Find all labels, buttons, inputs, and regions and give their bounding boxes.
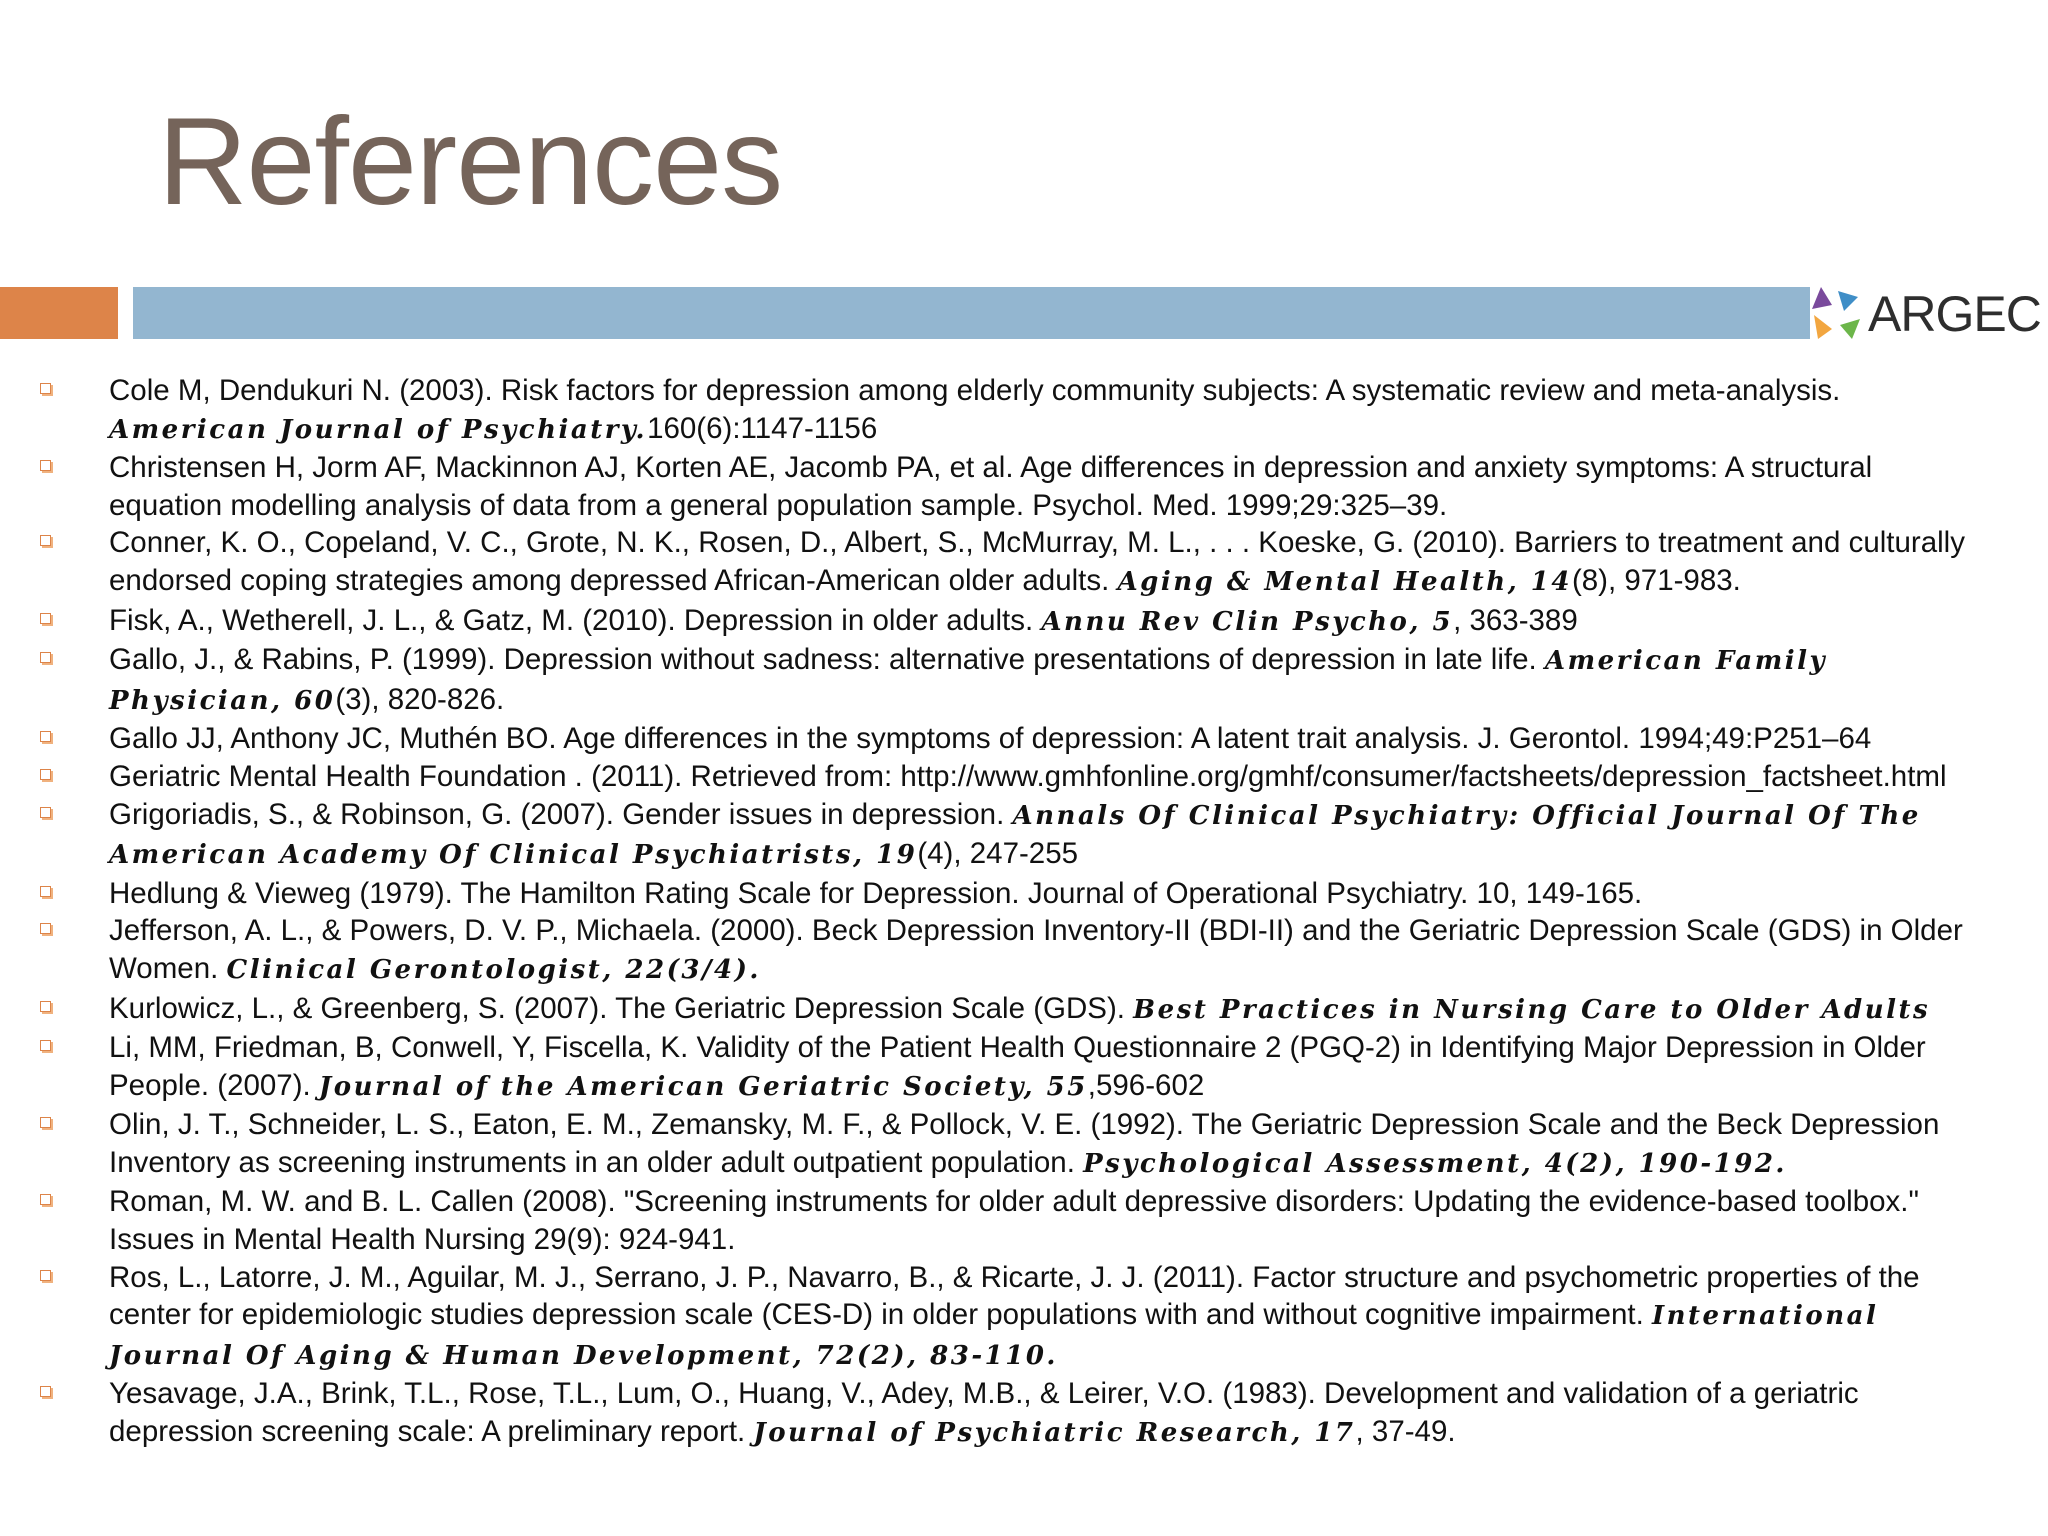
reference-text: Gallo, J., & Rabins, P. (1999). Depression without sadness: alternative presentations of depression in late life. <box>109 643 1545 677</box>
square-bullet-icon <box>40 1194 51 1205</box>
square-bullet-icon <box>40 1386 51 1397</box>
reference-item <box>0 912 1990 989</box>
reference-tail: , 363-389 <box>1453 603 1578 637</box>
reference-tail: (8), 971-983. <box>1571 563 1741 597</box>
reference-tail: (3), 820-826. <box>335 682 505 716</box>
slide-title: References <box>158 93 783 231</box>
square-bullet-icon <box>40 383 51 394</box>
square-bullet-icon <box>40 613 51 624</box>
reference-journal: Best Practices in Nursing Care to Older Adults <box>1133 994 1931 1025</box>
argec-logo <box>1808 282 2048 346</box>
reference-tail: ,596-602 <box>1087 1068 1205 1102</box>
reference-journal: Psychological Assessment, 4(2), 190-192. <box>1083 1148 1787 1179</box>
reference-text: Kurlowicz, L., & Greenberg, S. (2007). The Geriatric Depression Scale (GDS). <box>109 991 1134 1025</box>
reference-journal: Journal of Psychiatric Research, 17 <box>753 1418 1356 1449</box>
reference-text: Grigoriadis, S., & Robinson, G. (2007). Gender issues in depression. <box>109 797 1013 831</box>
reference-text: Yesavage, J.A., Brink, T.L., Rose, T.L., Lum, O., Huang, V., Adey, M.B., & Leirer, V.O. (1983). Development and validation of a geriatric depression screening scale: A preliminary report. <box>109 1377 1859 1449</box>
square-bullet-icon <box>40 460 51 471</box>
reference-item <box>0 875 1990 913</box>
reference-item <box>0 524 1990 601</box>
accent-bar-orange <box>0 287 118 339</box>
reference-journal: Journal of the American Geriatric Society, 55 <box>318 1071 1088 1102</box>
reference-item <box>0 1375 1990 1452</box>
reference-text: Li, MM, Friedman, B, Conwell, Y, Fiscella, K. Validity of the Patient Health Questionnaire 2 (PGQ-2) in Identifying Major Depression in Older People. (2007). <box>109 1031 1926 1102</box>
reference-text: Conner, K. O., Copeland, V. C., Grote, N. K., Rosen, D., Albert, S., McMurray, M. L., . . . Koeske, G. (2010). Barriers to treatment and culturally endorsed coping strategies among depressed African-American older adults. <box>109 526 1965 597</box>
reference-journal: American Family Physician, 60 <box>109 646 1828 716</box>
reference-tail: , 37-49. <box>1355 1415 1456 1449</box>
reference-text: Hedlung & Vieweg (1979). The Hamilton Rating Scale for Depression. Journal of Operational Psychiatry. 10, 149-165. <box>109 876 1643 910</box>
reference-item <box>0 1183 1990 1258</box>
reference-item <box>0 720 1990 758</box>
accent-bar-blue <box>133 287 1810 339</box>
reference-item <box>0 796 1990 875</box>
reference-text: Christensen H, Jorm AF, Mackinnon AJ, Korten AE, Jacomb PA, et al. Age differences in depression and anxiety symptoms: A structural equation modelling analysis of data from a general population sample. Psychol. Med. 1999;29:325–39. <box>109 451 1873 522</box>
reference-item <box>0 990 1990 1030</box>
square-bullet-icon <box>40 1117 51 1128</box>
reference-text: Geriatric Mental Health Foundation . (2011). Retrieved from: http://www.gmhfonline.org/gmhf/consumer/factsheets/depression_factsheet.html <box>109 759 1947 793</box>
reference-item <box>0 1029 1990 1106</box>
reference-item <box>0 1106 1990 1183</box>
square-bullet-icon <box>40 923 51 934</box>
reference-tail: 160(6):1147-1156 <box>647 411 878 445</box>
square-bullet-icon <box>40 1040 51 1051</box>
reference-journal: Aging & Mental Health, 14 <box>1117 566 1572 597</box>
reference-item <box>0 602 1990 642</box>
reference-item <box>0 641 1990 720</box>
reference-item <box>0 449 1990 524</box>
reference-text: Roman, M. W. and B. L. Callen (2008). "Screening instruments for older adult depressive disorders: Updating the evidence-based toolbox." Issues in Mental Health Nursing 29(9): 924-941. <box>109 1185 1919 1257</box>
reference-text: Gallo JJ, Anthony JC, Muthén BO. Age differences in the symptoms of depression: A latent trait analysis. J. Gerontol. 1994;49:P251–64 <box>109 722 1872 756</box>
reference-item <box>0 372 1990 449</box>
reference-text: Ros, L., Latorre, J. M., Aguilar, M. J., Serrano, J. P., Navarro, B., & Ricarte, J. J. (2011). Factor structure and psychometric properties of the center for epidemiologic studies depression scale (CES-D) in older populations with and without cognitive impairment. <box>109 1260 1920 1332</box>
square-bullet-icon <box>40 535 51 546</box>
square-bullet-icon <box>40 1001 51 1012</box>
reference-item <box>0 758 1990 796</box>
reference-journal: Annu Rev Clin Psycho, 5 <box>1041 606 1454 637</box>
reference-text: Cole M, Dendukuri N. (2003). Risk factors for depression among elderly community subjects: A systematic review and meta-analysis. <box>109 374 1841 407</box>
logo-text: ARGEC <box>1868 286 2041 342</box>
reference-journal: Annals Of Clinical Psychiatry: Official Journal Of The American Academy Of Clinical Psychiatrists, 19 <box>109 800 1921 871</box>
reference-item <box>0 1259 1990 1376</box>
square-bullet-icon <box>40 652 51 663</box>
reference-journal: International Journal Of Aging & Human Development, 72(2), 83-110. <box>109 1301 1879 1371</box>
reference-text: Jefferson, A. L., & Powers, D. V. P., Michaela. (2000). Beck Depression Inventory-II (BDI-II) and the Geriatric Depression Scale (GDS) in Older Women. <box>109 914 1963 985</box>
square-bullet-icon <box>40 731 51 742</box>
square-bullet-icon <box>40 769 51 780</box>
reference-list <box>0 372 1990 1453</box>
square-bullet-icon <box>40 1270 51 1281</box>
square-bullet-icon <box>40 807 51 818</box>
reference-text: Fisk, A., Wetherell, J. L., & Gatz, M. (2010). Depression in older adults. <box>109 603 1042 637</box>
reference-journal: American Journal of Psychiatry. <box>109 414 648 445</box>
reference-tail: (4), 247-255 <box>917 837 1079 871</box>
square-bullet-icon <box>40 886 51 897</box>
argec-star-icon <box>1808 285 1866 343</box>
reference-journal: Clinical Gerontologist, 22(3/4). <box>226 954 761 985</box>
reference-text: Olin, J. T., Schneider, L. S., Eaton, E. M., Zemansky, M. F., & Pollock, V. E. (1992). The Geriatric Depression Scale and the Beck Depression Inventory as screening instruments in an older adult outpatient population. <box>109 1108 1940 1179</box>
